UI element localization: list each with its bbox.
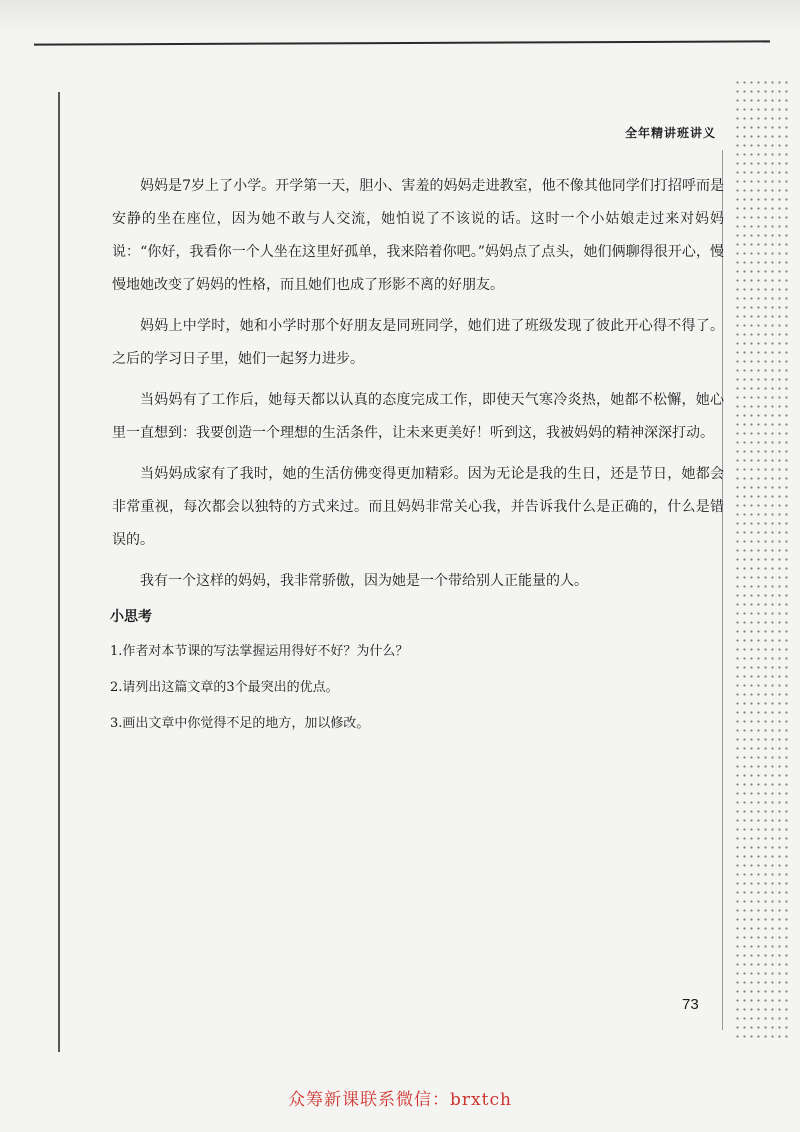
thinking-section <box>112 606 724 742</box>
dot-grid-margin <box>734 78 790 1038</box>
page-number: 73 <box>682 996 699 1013</box>
essay-paragraph: 当妈妈有了工作后，她每天都以认真的态度完成工作，即使天气寒冷炎热，她都不松懈，她心里一直想到：我要创造一个理想的生活条件，让未来更美好！听到这，我被妈妈的精神深深打动。 <box>112 392 724 441</box>
top-rule <box>34 40 770 45</box>
question-item: 3.画出文章中你觉得不足的地方，加以修改。 <box>110 716 370 731</box>
watermark-text: 众筹新课联系微信：brxtch <box>288 1090 512 1110</box>
left-margin-rule <box>58 92 60 1052</box>
section-title: 小思考 <box>110 609 152 625</box>
scan-edge <box>0 0 800 34</box>
essay-paragraph: 当妈妈成家有了我时，她的生活仿佛变得更加精彩。因为无论是我的生日，还是节日，她都会非常重视，每次都会以独特的方式来过。而且妈妈非常关心我，并告诉我什么是正确的，什么是错误的。 <box>112 466 724 548</box>
question-item: 1.作者对本节课的写法掌握运用得好不好？为什么？ <box>110 644 409 659</box>
course-header-label: 全年精讲班讲义 <box>625 126 717 140</box>
page-content <box>112 170 724 742</box>
essay-body <box>112 170 724 598</box>
essay-paragraph: 妈妈是7岁上了小学。开学第一天，胆小、害羞的妈妈走进教室，他不像其他同学们打招呼而是安静的坐在座位，因为她不敢与人交流，她怕说了不该说的话。这时一个小姑娘走过来对妈妈说：“你好，我看你一个人坐在这里好孤单，我来陪着你吧。”妈妈点了点头，她们俩聊得很开心，慢慢地她改变了妈妈的性格，而且她们也成了形影不离的好朋友。 <box>112 178 724 293</box>
essay-paragraph: 妈妈上中学时，她和小学时那个好朋友是同班同学，她们进了班级发现了彼此开心得不得了。之后的学习日子里，她们一起努力进步。 <box>112 318 724 367</box>
question-item: 2.请列出这篇文章的3个最突出的优点。 <box>110 680 339 695</box>
essay-paragraph: 我有一个这样的妈妈，我非常骄傲，因为她是一个带给别人正能量的人。 <box>140 573 588 589</box>
